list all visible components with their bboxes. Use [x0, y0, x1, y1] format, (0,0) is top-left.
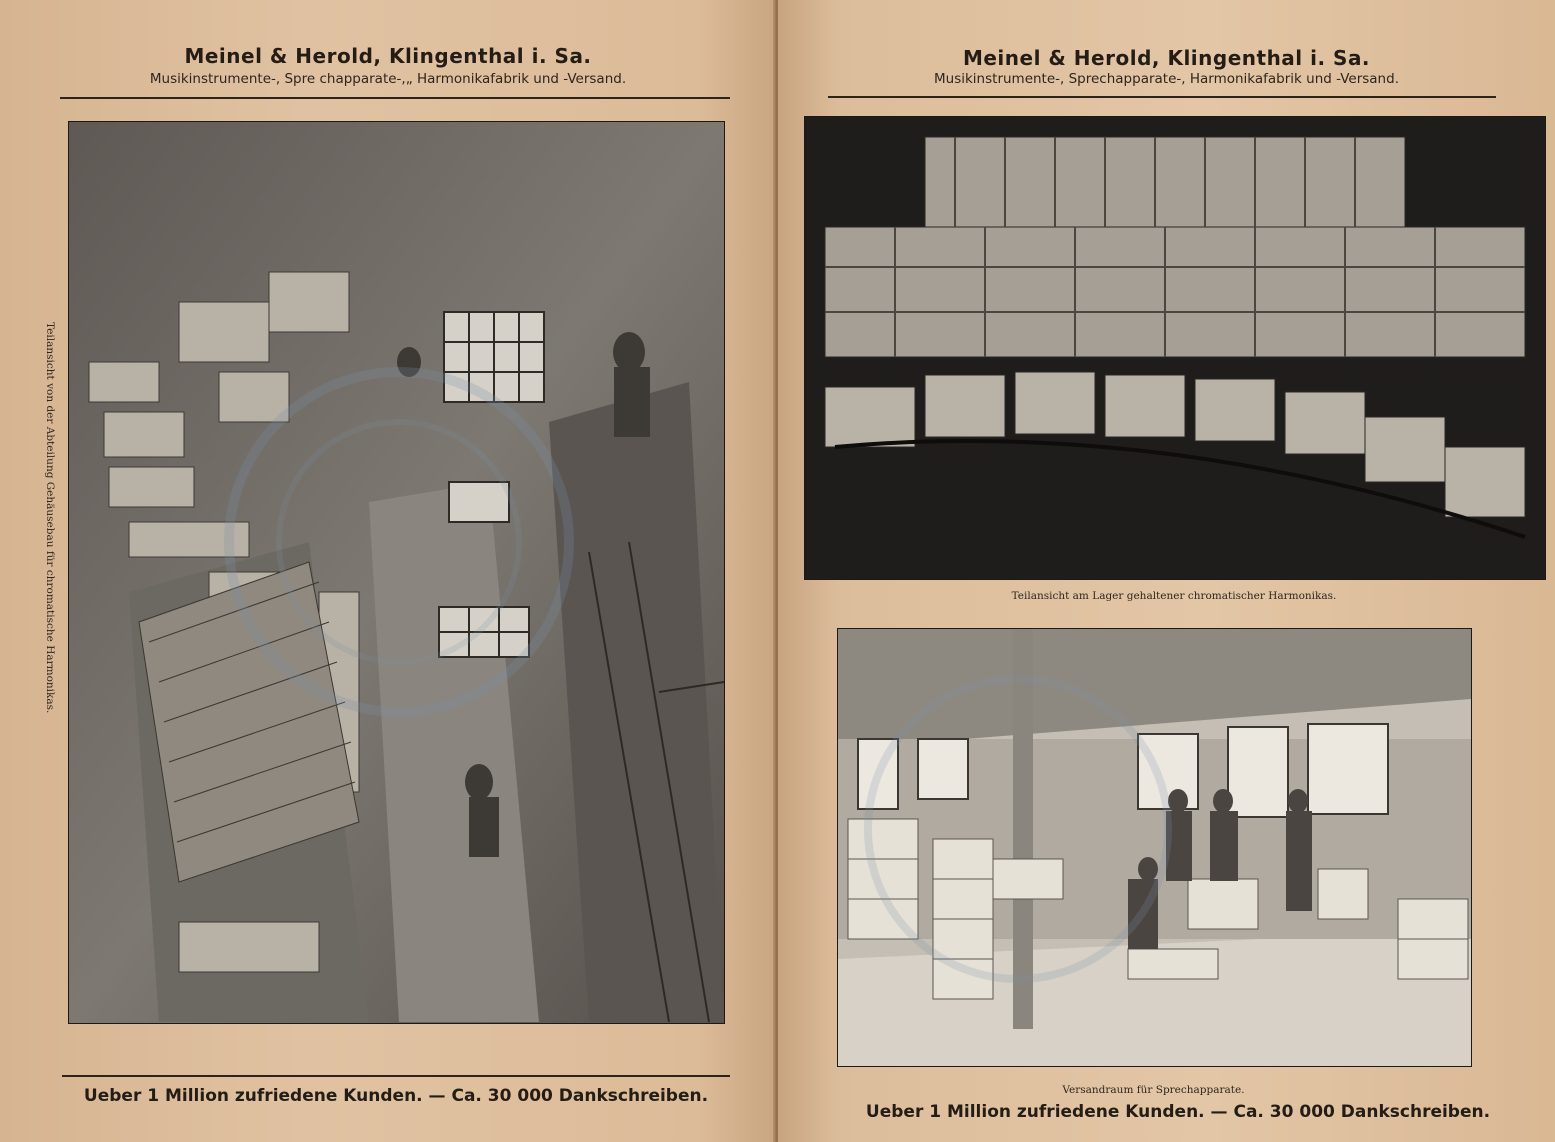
right-photo-shipping-room [837, 628, 1472, 1067]
harmonica-stock-photo-image [805, 117, 1545, 579]
left-page [0, 0, 776, 1142]
right-photo-harmonica-stock [804, 116, 1546, 580]
left-photo-case-workshop [68, 121, 725, 1024]
right-top-photo-caption: Teilansicht am Lager gehaltener chromatischer Harmonikas. [1011, 590, 1337, 602]
right-footer: Ueber 1 Million zufriedene Kunden. — Ca. 30 000 Dankschreiben. [865, 1102, 1491, 1122]
left-footer-rule [62, 1075, 730, 1077]
left-photo-caption: Teilansicht von der Abteilung Gehäusebau für chromatische Harmonikas. [44, 322, 56, 714]
left-footer: Ueber 1 Million zufriedene Kunden. — Ca. 30 000 Dankschreiben. [83, 1086, 709, 1106]
left-header-title: Meinel & Herold, Klingenthal i. Sa. [184, 44, 592, 68]
right-header-title: Meinel & Herold, Klingenthal i. Sa. [962, 46, 1371, 70]
shipping-room-photo-image [838, 629, 1471, 1066]
left-header-subtitle: Musikinstrumente-, Spre chapparate-,„ Harmonikafabrik und -Versand. [149, 71, 627, 87]
workshop-photo-image [69, 122, 724, 1023]
right-page [778, 0, 1555, 1142]
right-header-rule [828, 96, 1496, 98]
right-bottom-photo-caption: Versandraum für Sprechapparate. [1062, 1084, 1245, 1096]
right-header-subtitle: Musikinstrumente-, Sprechapparate-, Harmonikafabrik und -Versand. [934, 71, 1399, 87]
left-header-rule [60, 97, 730, 99]
